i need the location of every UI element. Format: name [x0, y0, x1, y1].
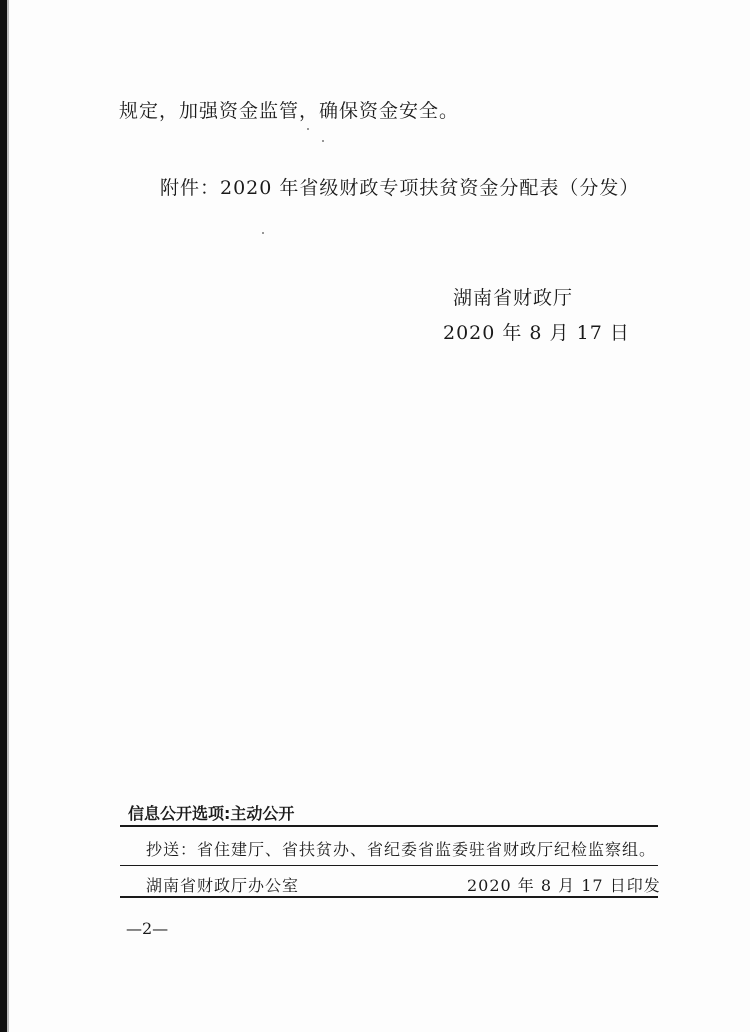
issuer-signature: 湖南省财政厅	[453, 287, 574, 309]
scan-speck	[322, 140, 324, 142]
footer-rule-middle	[120, 865, 658, 866]
scan-speck	[262, 232, 264, 234]
attachment-line: 附件：2020 年省级财政专项扶贫资金分配表（分发）	[160, 177, 640, 199]
cc-recipients: 抄送：省住建厅、省扶贫办、省纪委省监委驻省财政厅纪检监察组。	[146, 840, 657, 859]
scan-speck	[307, 128, 309, 130]
printing-date: 2020 年 8 月 17 日印发	[467, 876, 661, 895]
disclosure-option: 信息公开选项:主动公开	[128, 804, 295, 823]
paragraph-closing-line: 规定，加强资金监管，确保资金安全。	[119, 100, 460, 122]
printing-office: 湖南省财政厅办公室	[146, 876, 300, 895]
scan-edge-shadow	[0, 0, 7, 1032]
footer-rule-bottom	[120, 896, 658, 898]
scan-edge-highlight	[7, 0, 9, 1032]
page-number: —2—	[126, 919, 169, 938]
signature-date: 2020 年 8 月 17 日	[443, 322, 630, 344]
footer-rule-top	[120, 825, 658, 827]
